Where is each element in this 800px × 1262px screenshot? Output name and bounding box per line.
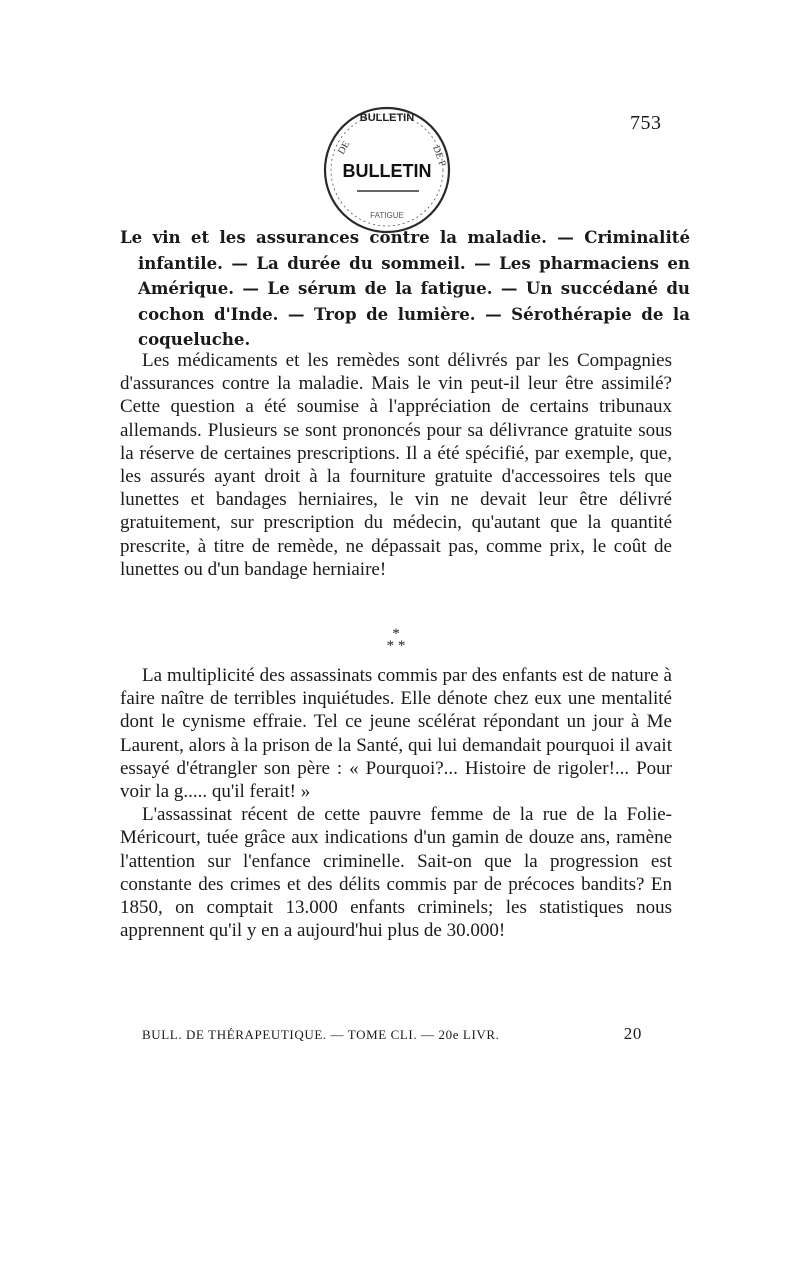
page-number: 753 [630,112,662,134]
stamp-seal-icon [315,95,465,245]
section-paragraphs-1 [120,349,672,581]
stamp-center-text: BULLETIN [342,161,432,181]
stamp-right-arc: DE P [430,144,448,169]
section-summary: Le vin et les assurances contre la maladie. — Criminalité infantile. — La durée du sommeil. — Les pharmaciens en Amérique. — Le sérum de la fatigue. — Un succédané du cochon d'Inde. — Trop de lumière. — Sérothérapie de la coqueluche. [120,227,690,349]
asterism-bottom: * * [386,638,406,654]
footer-citation: BULL. DE THÉRAPEUTIQUE. — TOME CLI. — 20e LIVR. [142,1027,500,1042]
asterism-divider [120,628,672,652]
library-stamp [315,95,465,245]
asterism-top: * [392,626,400,642]
stamp-top-text: BULLETIN [359,112,415,124]
paragraph: Les médicaments et les remèdes sont délivrés par les Compagnies d'assurances contre la maladie. Mais le vin peut-il leur être assimilé? Cette question a été soumise à l'appréciation de certains tribunaux allemands. Plusieurs se sont prononcés pour sa délivrance gratuite sous la réserve de certaines prescriptions. Il a été spécifié, par exemple, que, les assurés ayant droit à la fourniture gratuite d'accessoires tels que lunettes et bandages herniaires, le vin ne devait leur être délivré gratuitement, sur prescription du médecin, qu'autant que la quantité prescrite, à titre de remède, ne dépassait pas, comme prix, le coût de lunettes ou d'un bandage herniaire! [120,350,672,580]
stamp-left-arc: DE [336,139,353,157]
paragraph: La multiplicité des assassinats commis par des enfants est de nature à faire naître de terribles inquiétudes. Elle dénote chez eux une mentalité dont le cynisme effraie. Tel ce jeune scélérat répondant un jour à Me Laurent, alors à la prison de la Santé, qui lui demandait pourquoi il avait essayé d'étrangler son père : « Pourquoi?... Histoire de rigoler!... Pour voir la g..... qu'il ferait! » [120,665,672,803]
section-paragraphs-2 [120,664,672,942]
stamp-bottom-text: FATIGUE [370,211,404,220]
paragraph: L'assassinat récent de cette pauvre femme de la rue de la Folie-Méricourt, tuée grâce aux indications d'un gamin de douze ans, ramène l'attention sur l'enfance criminelle. Sait-on que la progression est constante des crimes et des délits commis par de précoces bandits? En 1850, on comptait 13.000 enfants criminels; les statistiques nous apprennent qu'il y en a aujourd'hui plus de 30.000! [120,804,672,942]
footer-signature-number: 20 [623,1024,642,1043]
